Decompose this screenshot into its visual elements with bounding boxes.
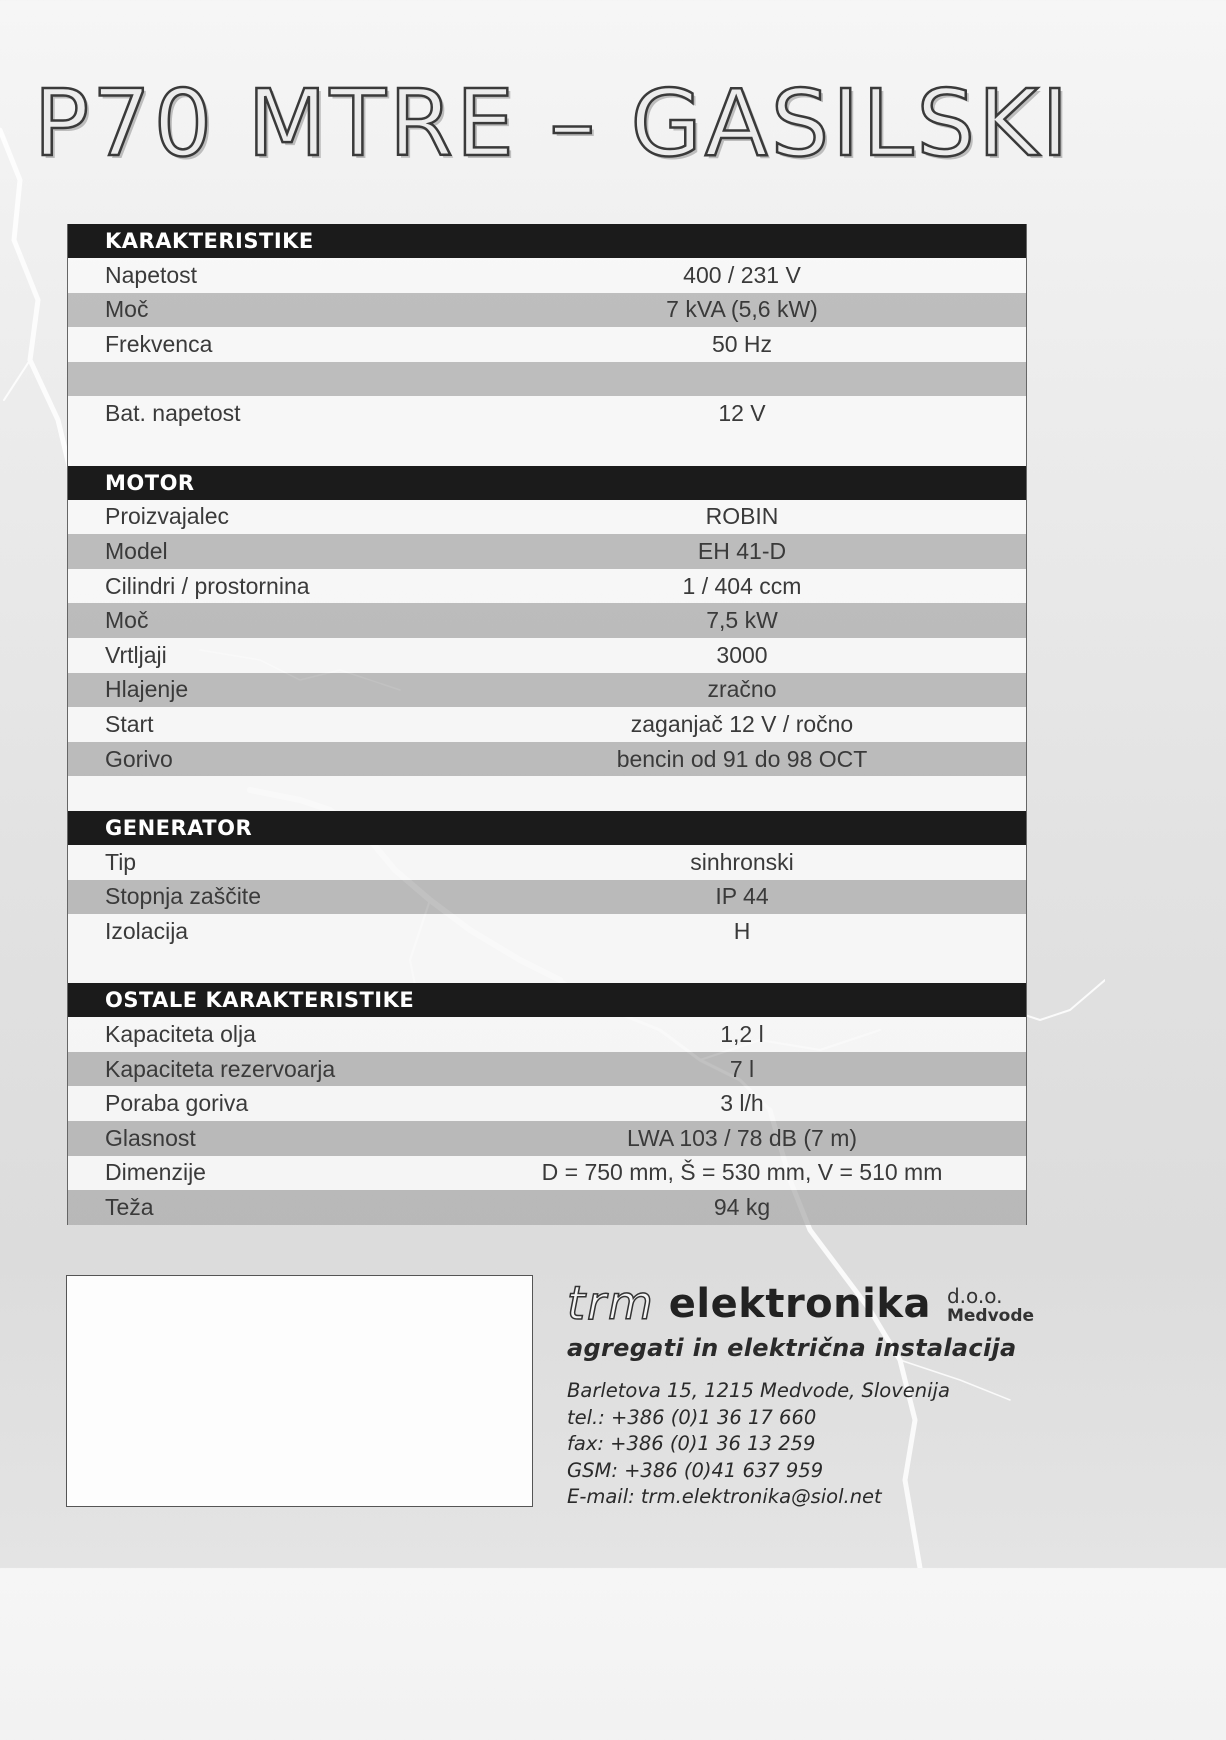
company-suffix: [947, 1286, 1034, 1326]
table-row: [68, 707, 1026, 742]
table-row: [68, 431, 1026, 466]
fax: fax: +386 (0)1 36 13 259: [567, 1432, 816, 1455]
row-label: Start: [105, 710, 154, 737]
row-label: Stopnja zaščite: [105, 883, 261, 910]
table-row: [68, 1086, 1026, 1121]
table-row: [68, 1052, 1026, 1087]
table-row: [68, 845, 1026, 880]
legal-form: d.o.o.: [946, 1284, 1003, 1308]
row-label: Model: [105, 537, 168, 564]
row-value: IP 44: [715, 883, 769, 910]
row-value: D = 750 mm, Š = 530 mm, V = 510 mm: [541, 1159, 943, 1186]
table-row: [68, 949, 1026, 984]
table-row: [68, 776, 1026, 811]
row-value: 7,5 kW: [706, 607, 778, 634]
row-label: Proizvajalec: [105, 503, 229, 530]
row-value: 50 Hz: [711, 330, 773, 357]
contact-info: [567, 1378, 1037, 1511]
page-title: P70 MTRE – GASILSKI: [33, 70, 1072, 177]
row-value: 12 V: [718, 400, 766, 427]
row-label: Vrtljaji: [105, 641, 167, 668]
table-row: [68, 880, 1026, 915]
row-label: Dimenzije: [105, 1159, 206, 1186]
table-row: [68, 362, 1026, 397]
row-label: Napetost: [105, 261, 198, 288]
company-logo: [567, 1276, 1037, 1330]
row-label: Hlajenje: [105, 676, 189, 703]
table-row: [68, 1190, 1026, 1225]
row-label: Poraba goriva: [105, 1090, 249, 1117]
section-heading-generator: GENERATOR: [68, 811, 1026, 845]
row-label: Izolacija: [105, 917, 189, 944]
table-row: [68, 914, 1026, 949]
row-label: Gorivo: [105, 745, 173, 772]
address: Barletova 15, 1215 Medvode, Slovenija: [567, 1379, 950, 1402]
company-block: [567, 1276, 1037, 1511]
row-value: 7 l: [729, 1055, 755, 1082]
table-row: [68, 1017, 1026, 1052]
row-label: Cilindri / prostornina: [105, 572, 310, 599]
row-value: 7 kVA (5,6 kW): [666, 296, 818, 323]
row-value: 94 kg: [713, 1194, 771, 1221]
table-row: [68, 1121, 1026, 1156]
mobile-phone: GSM: +386 (0)41 637 959: [567, 1458, 824, 1482]
table-row: [68, 603, 1026, 638]
row-label: Glasnost: [105, 1124, 196, 1151]
row-label: Teža: [105, 1194, 154, 1221]
table-row: [68, 569, 1026, 604]
row-value: bencin od 91 do 98 OCT: [616, 745, 868, 772]
section-heading-karakteristike: KARAKTERISTIKE: [68, 224, 1026, 258]
company-tagline: agregati in električna instalacija: [567, 1334, 1017, 1362]
row-value: 400 / 231 V: [683, 261, 801, 288]
row-value: ROBIN: [705, 503, 779, 530]
row-value: H: [733, 917, 751, 944]
row-value: LWA 103 / 78 dB (7 m): [626, 1124, 858, 1151]
table-row: [68, 1156, 1026, 1191]
row-value: zaganjač 12 V / ročno: [630, 710, 854, 737]
row-label: Kapaciteta rezervoarja: [105, 1055, 336, 1082]
table-row: [68, 742, 1026, 777]
section-heading-ostale-karakteristike: OSTALE KARAKTERISTIKE: [68, 983, 1026, 1017]
table-row: [68, 258, 1026, 293]
row-label: Tip: [105, 848, 137, 875]
email: E-mail: trm.elektronika@siol.net: [567, 1485, 882, 1508]
logo-mark: trm: [567, 1276, 655, 1330]
table-row: [68, 293, 1026, 328]
section-heading-motor: MOTOR: [68, 466, 1026, 500]
row-label: Bat. napetost: [105, 400, 241, 427]
row-value: 1,2 l: [720, 1021, 764, 1048]
row-value: 3000: [716, 641, 768, 668]
company-name: elektronika: [668, 1281, 931, 1327]
row-value: 3 l/h: [720, 1090, 764, 1117]
company-city: Medvode: [946, 1306, 1035, 1326]
row-value: zračno: [707, 676, 777, 703]
row-label: Moč: [105, 607, 149, 634]
table-row: [68, 396, 1026, 431]
table-row: [68, 534, 1026, 569]
row-value: EH 41-D: [697, 537, 787, 564]
table-row: [68, 638, 1026, 673]
spec-table: [67, 224, 1027, 1225]
dealer-stamp-box: [66, 1275, 533, 1507]
table-row: [68, 673, 1026, 708]
table-row: [68, 327, 1026, 362]
row-label: Moč: [105, 296, 149, 323]
table-row: [68, 500, 1026, 535]
row-value: 1 / 404 ccm: [682, 572, 802, 599]
row-value: sinhronski: [690, 848, 794, 875]
phone: tel.: +386 (0)1 36 17 660: [567, 1405, 817, 1429]
row-label: Kapaciteta olja: [105, 1021, 256, 1048]
row-label: Frekvenca: [105, 330, 213, 357]
